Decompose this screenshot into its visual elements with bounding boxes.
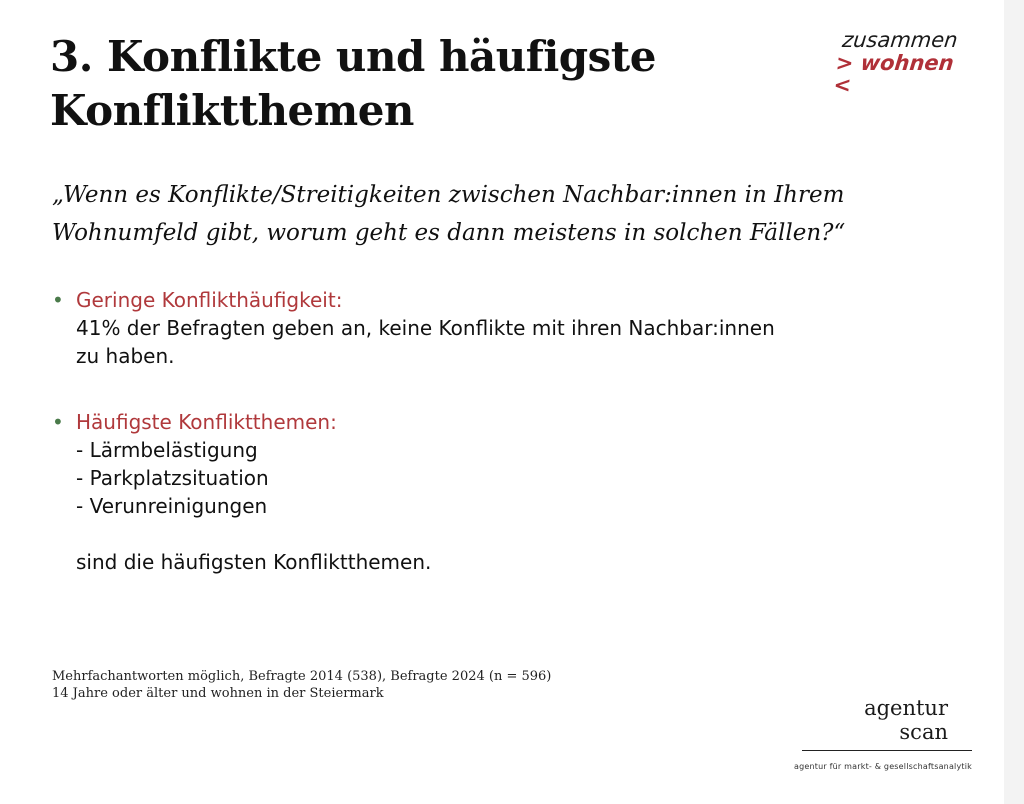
topic-item: - Parkplatzsituation	[76, 466, 269, 490]
bullet-heading	[52, 286, 775, 314]
survey-question	[52, 176, 952, 252]
bullet-text-line: 41% der Befragten geben an, keine Konflikte mit ihren Nachbar:innen	[76, 316, 775, 340]
topic-item: - Verunreinigungen	[76, 494, 268, 518]
bullet-dot-icon: •	[52, 288, 64, 312]
slide-title-line-1: 3. Konflikte und häufigste	[50, 32, 656, 81]
survey-question-line-2: Wohnumfeld gibt, worum geht es dann meistens in solchen Fällen?“	[52, 220, 846, 246]
spacer	[52, 520, 431, 548]
footnote-line-1: Mehrfachantworten möglich, Befragte 2014 (538), Befragte 2024 (n = 596)	[52, 669, 552, 684]
bullet-heading-text: Häufigste Konfliktthemen:	[76, 410, 337, 434]
logo-line-2: > wohnen <	[832, 51, 955, 97]
survey-question-line-1: „Wenn es Konflikte/Streitigkeiten zwischen Nachbar:innen in Ihrem	[52, 182, 845, 208]
bullet-top-conflict-topics	[52, 408, 431, 576]
agentur-scan-logo	[864, 696, 948, 744]
agency-line-1: agentur	[864, 696, 948, 720]
zusammen-wohnen-logo	[832, 28, 979, 96]
topic-item: - Lärmbelästigung	[76, 438, 258, 462]
bullet-text-line: zu haben.	[76, 344, 175, 368]
agency-tagline: agentur für markt- & gesellschaftsanalytik	[794, 762, 972, 771]
agency-divider	[802, 750, 972, 751]
bullet-low-conflict	[52, 286, 775, 370]
bullet-text-line: sind die häufigsten Konfliktthemen.	[76, 550, 432, 574]
bullet-heading	[52, 408, 431, 436]
slide-title-line-2: Konfliktthemen	[50, 86, 414, 135]
agency-line-2: scan	[899, 720, 948, 744]
bullet-heading-text: Geringe Konflikthäufigkeit:	[76, 288, 343, 312]
bullet-dot-icon: •	[52, 410, 64, 434]
logo-line-1: zusammen	[841, 28, 959, 52]
footnote	[52, 668, 551, 702]
footnote-line-2: 14 Jahre oder älter und wohnen in der Steiermark	[52, 686, 384, 701]
slide-title	[50, 30, 656, 138]
